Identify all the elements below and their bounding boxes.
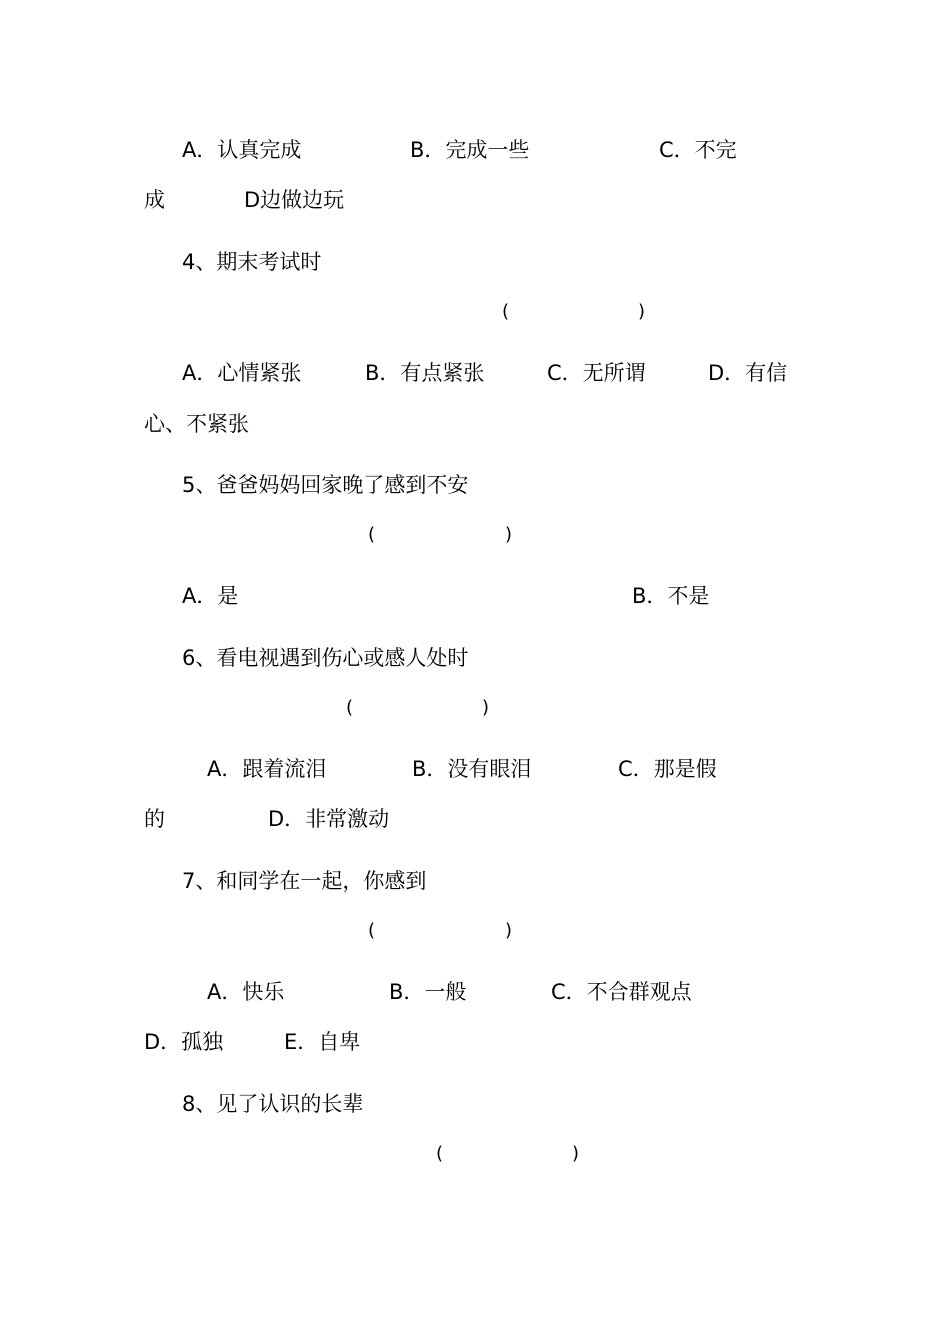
q3-option-a: A．认真完成: [182, 138, 302, 162]
q7-question: 7、和同学在一起，你感到: [182, 869, 427, 893]
q6-answer-paren-open: (: [346, 697, 354, 718]
q3-option-d: D边做边玩: [244, 188, 345, 212]
q7-option-b: B．一般: [389, 980, 467, 1004]
q6-option-c-cont: 的: [144, 807, 165, 831]
q4-option-a: A．心情紧张: [182, 361, 302, 385]
q7-option-c: C．不合群观点: [551, 980, 692, 1004]
q4-option-b: B．有点紧张: [365, 361, 485, 385]
q6-option-c: C．那是假: [618, 757, 717, 781]
q4-question: 4、期末考试时: [182, 250, 322, 274]
q5-question: 5、爸爸妈妈回家晚了感到不安: [182, 473, 469, 497]
q7-option-e: E．自卑: [284, 1030, 361, 1054]
q3-option-b: B．完成一些: [410, 138, 530, 162]
q8-question: 8、见了认识的长辈: [182, 1092, 364, 1116]
q6-option-a: A．跟着流泪: [207, 757, 327, 781]
q4-option-d: D．有信: [708, 361, 788, 385]
q3-option-c-cont: 成: [144, 188, 165, 212]
q5-answer-paren-close: ): [505, 524, 513, 545]
q7-answer-paren-open: (: [368, 920, 376, 941]
q3-option-c: C．不完: [659, 138, 737, 162]
q6-option-b: B．没有眼泪: [412, 757, 532, 781]
q5-option-b: B．不是: [632, 584, 710, 608]
q6-option-d: D．非常激动: [268, 807, 390, 831]
q6-answer-paren-close: ): [482, 697, 490, 718]
q7-option-d: D．孤独: [144, 1030, 224, 1054]
q8-answer-paren-open: (: [436, 1143, 444, 1164]
q7-answer-paren-close: ): [505, 920, 513, 941]
q4-answer-paren-open: (: [502, 301, 510, 322]
q7-option-a: A．快乐: [207, 980, 285, 1004]
q8-answer-paren-close: ): [572, 1143, 580, 1164]
q4-answer-paren-close: ): [638, 301, 646, 322]
q4-option-c: C．无所谓: [547, 361, 646, 385]
q6-question: 6、看电视遇到伤心或感人处时: [182, 646, 469, 670]
q5-option-a: A．是: [182, 584, 239, 608]
q4-option-d-cont: 心、不紧张: [144, 412, 249, 436]
q5-answer-paren-open: (: [368, 524, 376, 545]
